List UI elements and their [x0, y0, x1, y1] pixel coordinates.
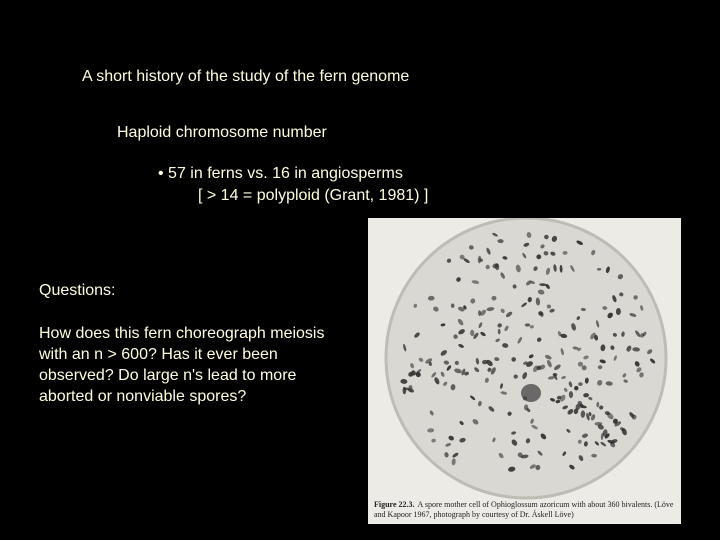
chromosome-speck	[403, 388, 410, 391]
bullet-point: • 57 in ferns vs. 16 in angiosperms	[158, 165, 403, 182]
cell-center-spot	[521, 384, 541, 402]
chromosome-micrograph	[368, 218, 681, 524]
figure-caption-label: Figure 22.3.	[374, 500, 415, 509]
questions-body: How does this fern choreograph meiosis with an n > 600? Has it ever been observed? Do large n's lead to more aborted or nonviable spores?	[39, 325, 325, 405]
bullet-note: [ > 14 = polyploid (Grant, 1981) ]	[198, 187, 429, 204]
slide-title: A short history of the study of the fern genome	[82, 68, 410, 85]
cell-image	[368, 218, 681, 524]
figure-caption	[374, 500, 674, 520]
questions-heading: Questions:	[39, 282, 116, 299]
chromosome-speck	[525, 323, 531, 326]
slide-subtitle: Haploid chromosome number	[117, 124, 327, 141]
figure-caption-text: A spore mother cell of Ophioglossum azoricum with about 360 bivalents. (Löve and Kapoor 1967, photograph by courtesy of Dr. Áskell Löve)	[374, 500, 674, 519]
